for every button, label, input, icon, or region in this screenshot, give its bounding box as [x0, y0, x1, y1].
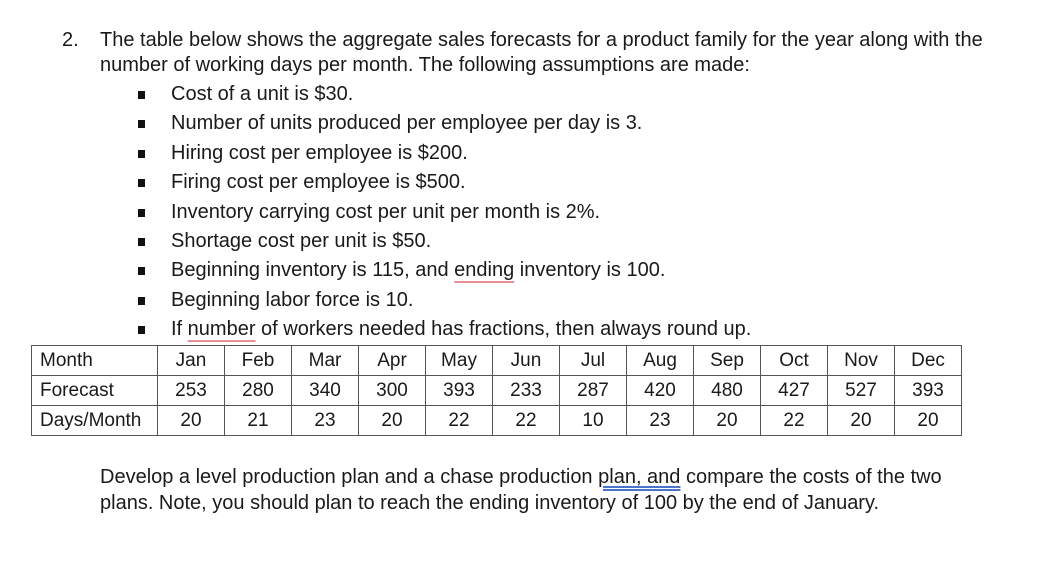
table-cell: 393 [895, 376, 962, 406]
forecast-table [31, 345, 962, 436]
spellcheck-marked-word[interactable]: number [187, 318, 256, 341]
table-cell: 10 [560, 406, 627, 436]
question-intro: The table below shows the aggregate sales forecasts for a product family for the year along with the number of working days per month. The following assumptions are made: [100, 29, 983, 76]
table-cell: 23 [627, 406, 694, 436]
assumption-item [62, 256, 751, 285]
table-cell: Aug [627, 346, 694, 376]
table-cell: Feb [225, 346, 292, 376]
table-cell: Jul [560, 346, 627, 376]
table-cell: Nov [828, 346, 895, 376]
table-cell: 287 [560, 376, 627, 406]
assumption-item [62, 315, 751, 344]
assumption-item [62, 227, 751, 256]
grammar-marked-phrase[interactable]: plan, and [598, 466, 681, 488]
table-cell: Jun [493, 346, 560, 376]
table-cell: 21 [225, 406, 292, 436]
assumption-item [62, 139, 751, 168]
table-cell: 340 [292, 376, 359, 406]
square-bullet-icon [138, 238, 145, 246]
assumption-text-before: Beginning inventory is 115, and [171, 259, 455, 282]
table-cell: Oct [761, 346, 828, 376]
assumption-text-after: inventory is 100. [514, 259, 666, 282]
row-header: Forecast [32, 376, 158, 406]
table-cell: 393 [426, 376, 493, 406]
table-cell: 22 [761, 406, 828, 436]
table-cell: 22 [493, 406, 560, 436]
table-cell: Sep [694, 346, 761, 376]
instructions-text-before: Develop a level production plan and a chase production [100, 466, 599, 488]
assumption-text: Hiring cost per employee is $200. [171, 141, 468, 164]
table-row-forecast [32, 376, 962, 406]
table-row-month [32, 346, 962, 376]
table-cell: 280 [225, 376, 292, 406]
square-bullet-icon [138, 179, 145, 187]
assumption-item [62, 80, 751, 109]
assumption-item [62, 168, 751, 197]
assumptions-list [62, 80, 751, 345]
square-bullet-icon [138, 91, 145, 99]
assumption-text: Inventory carrying cost per unit per month is 2%. [171, 200, 601, 223]
table-cell: 20 [895, 406, 962, 436]
table-cell: 420 [627, 376, 694, 406]
assumption-text: Firing cost per employee is $500. [171, 171, 466, 194]
instructions-text-after: compare the costs of the two plans. Note, you should plan to reach the ending inventory of 100 by the end of January. [100, 466, 942, 514]
table-cell: 20 [828, 406, 895, 436]
square-bullet-icon [138, 326, 145, 334]
table-cell: Jan [158, 346, 225, 376]
assumption-item [62, 198, 751, 227]
assumption-text-after: of workers needed has fractions, then always round up. [255, 318, 752, 341]
table-cell: Apr [359, 346, 426, 376]
table-cell: May [426, 346, 493, 376]
table-cell: 23 [292, 406, 359, 436]
instructions-paragraph [100, 464, 980, 516]
assumption-text: Beginning labor force is 10. [171, 288, 414, 311]
table-cell: 20 [359, 406, 426, 436]
square-bullet-icon [138, 209, 145, 217]
row-header: Days/Month [32, 406, 158, 436]
table-cell: 253 [158, 376, 225, 406]
table-cell: Mar [292, 346, 359, 376]
table-cell: 527 [828, 376, 895, 406]
table-cell: 480 [694, 376, 761, 406]
table-cell: 300 [359, 376, 426, 406]
table-row-days [32, 406, 962, 436]
spellcheck-marked-word[interactable]: ending [454, 259, 515, 282]
table-cell: 22 [426, 406, 493, 436]
assumption-text: Cost of a unit is $30. [171, 83, 354, 105]
square-bullet-icon [138, 267, 145, 275]
table-cell: 427 [761, 376, 828, 406]
table-cell: 20 [158, 406, 225, 436]
assumption-text: Number of units produced per employee per day is 3. [171, 112, 643, 135]
assumption-item [62, 109, 751, 138]
square-bullet-icon [138, 150, 145, 158]
assumption-item [62, 286, 751, 315]
table-cell: Dec [895, 346, 962, 376]
assumption-text: Shortage cost per unit is $50. [171, 229, 432, 252]
row-header: Month [32, 346, 158, 376]
assumption-text-before: If [171, 318, 188, 341]
question-number: 2. [62, 29, 79, 51]
table-cell: 233 [493, 376, 560, 406]
square-bullet-icon [138, 297, 145, 305]
table-cell: 20 [694, 406, 761, 436]
square-bullet-icon [138, 120, 145, 128]
